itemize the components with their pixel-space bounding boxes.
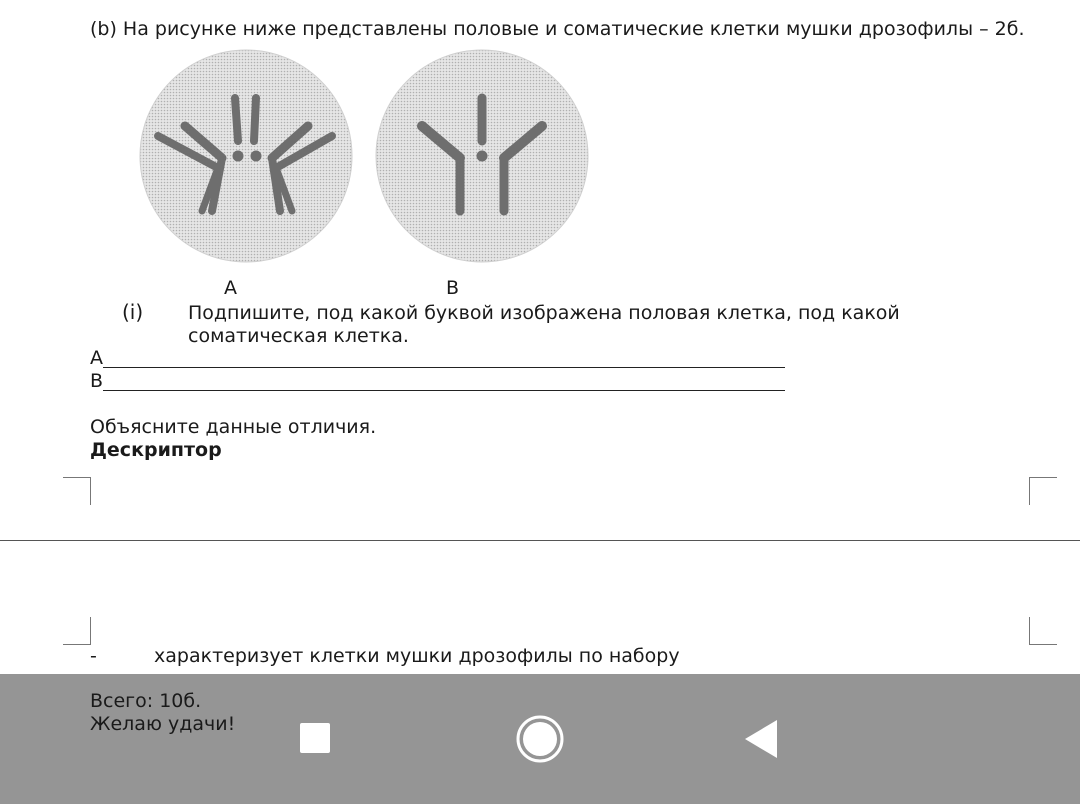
explain-prompt: Объясните данные отличия. xyxy=(90,416,377,438)
descriptor-heading: Дескриптор xyxy=(90,439,222,461)
page-corner-mark-bottom-right xyxy=(1029,617,1057,645)
subquestion-number: (i) xyxy=(122,300,144,324)
cell-label-a: A xyxy=(224,277,237,299)
page-break-divider xyxy=(0,540,1080,541)
page-corner-mark-bottom-left xyxy=(63,617,91,645)
answer-line-b-rule xyxy=(103,390,785,391)
cell-b-diagram xyxy=(376,50,588,262)
answer-line-b-label: B xyxy=(90,370,104,392)
answer-line-b[interactable] xyxy=(90,370,103,393)
cell-label-b: B xyxy=(446,277,460,299)
bullet-text: характеризует клетки мушки дрозофилы по набору xyxy=(154,645,680,667)
page-corner-mark-top-right xyxy=(1029,477,1057,505)
question-title: (b) На рисунке ниже представлены половые и соматические клетки мушки дрозофилы – 2б. xyxy=(90,18,1025,40)
drosophila-cells-figure xyxy=(130,46,610,276)
total-score: Всего: 10б. xyxy=(90,690,202,712)
page-corner-mark-top-left xyxy=(63,477,91,505)
good-luck-text: Желаю удачи! xyxy=(90,713,236,735)
recents-square-icon[interactable] xyxy=(299,722,331,754)
answer-line-a[interactable] xyxy=(90,347,103,370)
home-circle-icon[interactable] xyxy=(515,714,565,764)
subquestion-text: Подпишите, под какой буквой изображена половая клетка, под какой соматическая клетка. xyxy=(188,302,900,347)
answer-line-a-rule xyxy=(103,367,785,368)
bullet-dash: - xyxy=(90,645,97,667)
answer-line-a-label: A xyxy=(90,347,103,369)
cell-a-diagram xyxy=(140,50,352,262)
back-triangle-icon[interactable] xyxy=(743,718,779,760)
